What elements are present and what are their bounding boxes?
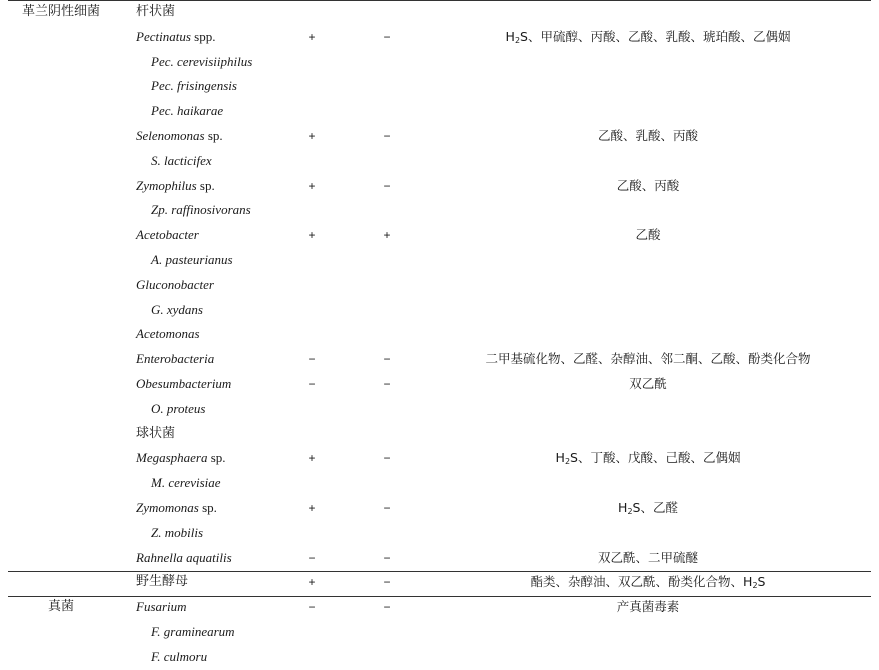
gram-cell: + <box>308 228 316 243</box>
group-cell <box>8 521 114 546</box>
group-cell <box>8 149 114 174</box>
aerobic-cell <box>372 0 402 25</box>
aerobic-cell <box>372 471 402 496</box>
products-cell <box>448 50 848 75</box>
gram-cell <box>297 471 327 496</box>
products-cell: $H_2S$、甲硫醇、丙酸、乙酸、乳酸、琥珀酸、乙偶姻 <box>505 28 791 45</box>
organism-suffix: sp. <box>207 450 226 466</box>
table-row <box>0 174 879 199</box>
gram-cell <box>297 422 327 447</box>
organism-name: G. xydans <box>151 301 203 317</box>
gram-cell <box>297 397 327 422</box>
gram-cell <box>297 74 327 99</box>
products-cell <box>448 322 848 347</box>
products-cell: 酯类、杂醇油、双乙酰、酚类化合物、$H_2S$ <box>530 574 766 591</box>
organism-name <box>136 496 306 521</box>
table-row <box>0 347 879 372</box>
organism-name: Obesumbacterium <box>136 376 232 391</box>
products-cell <box>448 149 848 174</box>
group-cell <box>8 223 114 248</box>
organism-name: Z. mobilis <box>151 524 204 540</box>
aerobic-cell <box>372 422 402 447</box>
table-row <box>0 298 879 323</box>
aerobic-cell: − <box>383 575 391 590</box>
gram-cell: − <box>308 377 316 391</box>
products-cell <box>448 521 848 546</box>
gram-cell <box>297 645 327 670</box>
gram-cell <box>297 198 327 223</box>
aerobic-cell: − <box>383 501 391 515</box>
table-row <box>0 0 879 25</box>
organism-name <box>136 25 306 50</box>
aerobic-cell <box>372 620 402 645</box>
group-cell <box>8 174 114 199</box>
organism-suffix: sp. <box>198 500 217 515</box>
group-cell: 革兰阴性细菌 <box>21 4 100 19</box>
group-cell <box>8 273 114 298</box>
gram-cell: + <box>308 129 316 143</box>
organism-name <box>136 124 306 149</box>
gram-cell <box>297 620 327 645</box>
group-cell <box>8 446 114 471</box>
table-row <box>0 422 879 447</box>
gram-cell <box>297 99 327 124</box>
table-row <box>0 248 879 273</box>
organism-name: S. lacticifex <box>151 152 212 168</box>
products-cell <box>448 471 848 496</box>
table-row <box>0 223 879 248</box>
group-cell <box>8 198 114 223</box>
group-cell <box>8 322 114 347</box>
organism-name <box>136 174 306 199</box>
gram-cell <box>297 248 327 273</box>
products-cell <box>448 422 848 447</box>
group-cell <box>8 620 114 645</box>
gram-cell: + <box>308 29 316 44</box>
aerobic-cell: − <box>383 377 391 391</box>
aerobic-cell <box>372 50 402 75</box>
table-row <box>0 322 879 347</box>
organism-name: Acetomonas <box>136 326 200 342</box>
table-row <box>0 446 879 471</box>
products-cell: $H_2S$、丁酸、戊酸、己酸、乙偶姻 <box>555 450 741 467</box>
aerobic-cell <box>372 322 402 347</box>
gram-cell: + <box>308 451 316 466</box>
aerobic-cell <box>372 248 402 273</box>
products-cell <box>448 99 848 124</box>
gram-cell: − <box>308 600 316 615</box>
organism-name: F. culmoru <box>151 648 208 664</box>
group-cell <box>8 645 114 670</box>
group-cell <box>8 347 114 372</box>
gram-cell <box>297 149 327 174</box>
aerobic-cell: − <box>383 29 391 44</box>
organism-name: Pec. frisingensis <box>151 78 237 94</box>
aerobic-cell: + <box>383 228 391 243</box>
products-cell: 乙酸、乳酸、丙酸 <box>597 128 698 143</box>
organism-name: Acetobacter <box>136 227 199 243</box>
group-cell <box>8 50 114 75</box>
table-row <box>0 124 879 149</box>
table-row <box>0 149 879 174</box>
group-cell: 真菌 <box>47 599 74 615</box>
products-cell: 二甲基硫化物、乙醛、杂醇油、邻二酮、乙酸、酚类化合物 <box>485 351 811 367</box>
aerobic-cell <box>372 99 402 124</box>
organism-genus: Selenomonas <box>136 128 205 143</box>
organism-name: Fusarium <box>136 599 187 615</box>
organism-name: O. proteus <box>151 400 206 416</box>
organism-name: F. graminearum <box>151 624 235 639</box>
products-cell <box>448 397 848 422</box>
products-cell: 双乙酰 <box>629 376 667 391</box>
products-cell: $H_2S$、乙醛 <box>618 500 678 516</box>
aerobic-cell <box>372 397 402 422</box>
table-row <box>0 273 879 298</box>
organism-name: Gluconobacter <box>136 276 214 292</box>
gram-cell <box>297 521 327 546</box>
group-cell <box>8 124 114 149</box>
products-cell: 乙酸 <box>635 227 661 243</box>
organism-name: M. cerevisiae <box>151 475 221 491</box>
organism-suffix: sp. <box>196 177 215 193</box>
aerobic-cell <box>372 298 402 323</box>
gram-cell <box>297 273 327 298</box>
products-cell: 双乙酰、二甲硫醚 <box>597 549 698 565</box>
organism-name: A. pasteurianus <box>151 252 233 267</box>
group-cell <box>8 25 114 50</box>
table-row <box>0 99 879 124</box>
organism-name: Zp. raffinosivorans <box>151 202 251 218</box>
group-cell <box>8 74 114 99</box>
products-cell <box>448 248 848 273</box>
organism-name: 杆状菌 <box>136 4 176 19</box>
gram-cell: + <box>308 178 316 193</box>
products-cell <box>448 620 848 645</box>
group-cell <box>8 397 114 422</box>
aerobic-cell: − <box>383 600 391 615</box>
table-row <box>0 397 879 422</box>
table-row <box>0 521 879 546</box>
products-cell: 乙酸、丙酸 <box>616 177 680 193</box>
group-cell <box>8 570 114 595</box>
products-cell <box>448 298 848 323</box>
gram-cell: + <box>308 501 316 515</box>
gram-cell <box>297 0 327 25</box>
table-row <box>0 620 879 645</box>
organism-name: Enterobacteria <box>136 351 215 367</box>
products-cell <box>448 273 848 298</box>
organism-genus: Megasphaera <box>136 450 208 466</box>
table-row <box>0 471 879 496</box>
organism-name <box>136 446 306 471</box>
group-cell <box>8 546 114 571</box>
group-cell <box>8 248 114 273</box>
table-row <box>0 372 879 397</box>
table-row <box>0 50 879 75</box>
group-cell <box>8 422 114 447</box>
organism-name: 球状菌 <box>136 425 176 441</box>
aerobic-cell: − <box>383 352 391 367</box>
organism-genus: Pectinatus <box>136 28 191 44</box>
products-cell <box>448 198 848 223</box>
aerobic-cell: − <box>383 550 391 565</box>
organism-genus: Zymophilus <box>136 177 197 193</box>
organism-suffix: sp. <box>204 128 223 143</box>
table-row <box>0 496 879 521</box>
organism-name: Pec. haikarae <box>151 103 224 119</box>
table-row <box>0 570 879 595</box>
table-row <box>0 74 879 99</box>
organism-name: Pec. cerevisiiphilus <box>151 53 253 69</box>
aerobic-cell <box>372 198 402 223</box>
products-cell <box>448 0 848 25</box>
group-cell <box>8 496 114 521</box>
gram-cell <box>297 298 327 323</box>
organism-name: Rahnella aquatilis <box>136 549 232 565</box>
aerobic-cell <box>372 74 402 99</box>
table-row <box>0 25 879 50</box>
organism-name: 野生酵母 <box>136 574 189 590</box>
gram-cell <box>297 50 327 75</box>
products-cell <box>448 645 848 670</box>
aerobic-cell <box>372 273 402 298</box>
group-cell <box>8 372 114 397</box>
gram-cell: − <box>308 550 316 565</box>
table-row <box>0 198 879 223</box>
aerobic-cell <box>372 645 402 670</box>
gram-cell: − <box>308 352 316 367</box>
table-row <box>0 546 879 571</box>
aerobic-cell <box>372 149 402 174</box>
aerobic-cell <box>372 521 402 546</box>
table-row <box>0 645 879 670</box>
table-row <box>0 595 879 620</box>
gram-cell: + <box>308 575 316 590</box>
aerobic-cell: − <box>383 178 391 193</box>
group-cell <box>8 99 114 124</box>
organism-suffix: spp. <box>190 28 216 44</box>
group-cell <box>8 298 114 323</box>
group-cell <box>8 471 114 496</box>
products-cell: 产真菌毒素 <box>616 599 680 615</box>
aerobic-cell: − <box>383 451 391 466</box>
gram-cell <box>297 322 327 347</box>
products-cell <box>448 74 848 99</box>
aerobic-cell: − <box>383 129 391 143</box>
organism-genus: Zymomonas <box>136 500 199 515</box>
